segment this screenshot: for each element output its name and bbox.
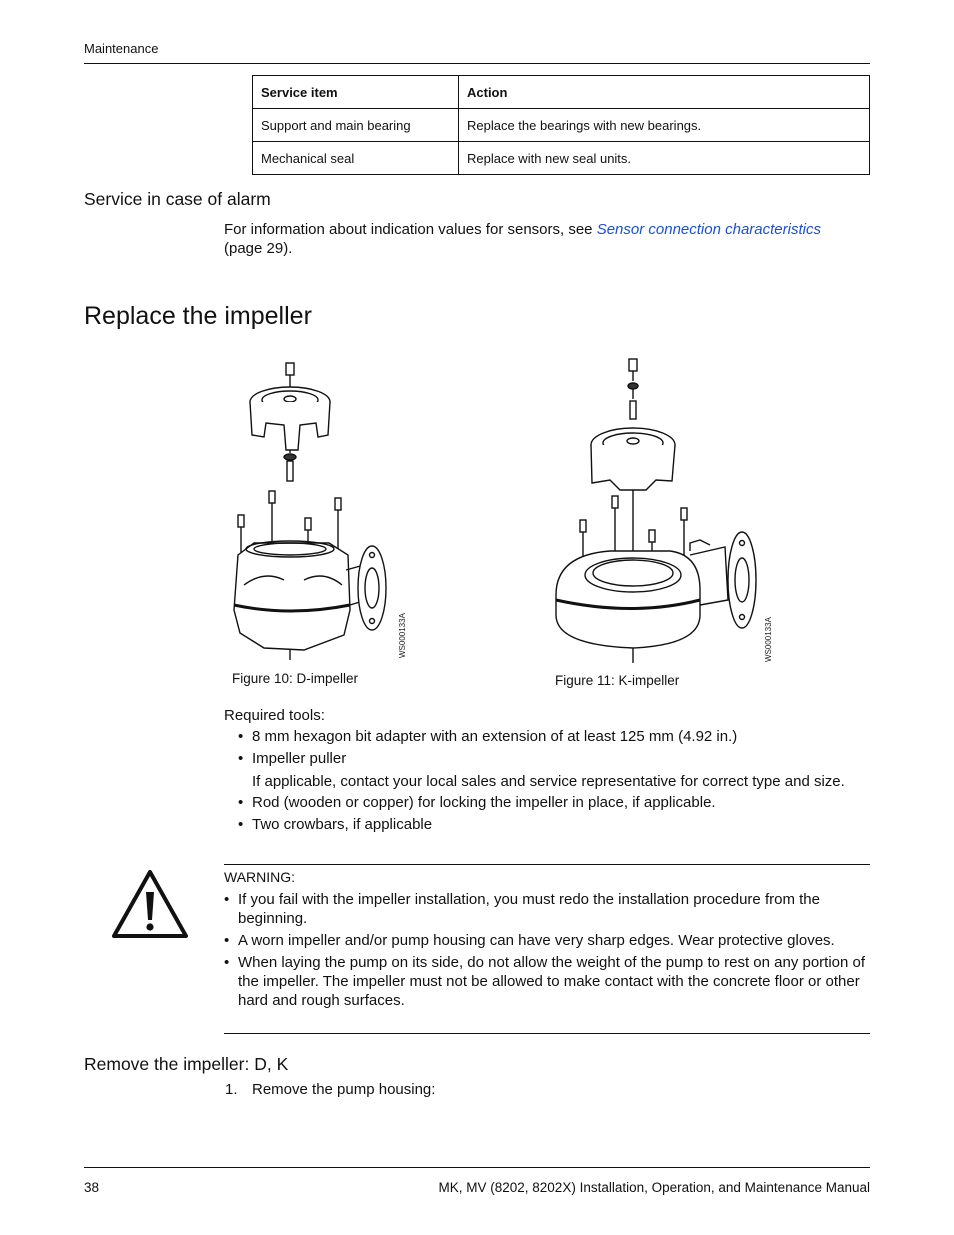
alarm-page-ref: (page 29). <box>224 240 293 257</box>
figure11-code: WS000133A <box>764 617 773 662</box>
tools-list <box>238 727 870 834</box>
alarm-text: For information about indication values for sensors, see <box>224 221 597 238</box>
service-table <box>252 75 870 175</box>
d-impeller-figure <box>224 355 414 665</box>
list-item: • 8 mm hexagon bit adapter with an extension of at least 125 mm (4.92 in.) <box>238 727 870 746</box>
alarm-paragraph <box>224 220 870 258</box>
warning-triangle-icon <box>110 868 190 940</box>
tools-intro: Required tools: <box>224 707 325 724</box>
manual-title: MK, MV (8202, 8202X) Installation, Operation, and Maintenance Manual <box>438 1180 870 1195</box>
table-header-action: Action <box>459 76 870 109</box>
warning-top-rule <box>224 864 870 865</box>
table-cell-action: Replace with new seal units. <box>459 142 870 175</box>
step-number: 1. <box>225 1081 238 1098</box>
warning-list <box>224 890 870 1010</box>
figure10-caption: Figure 10: D-impeller <box>232 671 359 686</box>
k-impeller-figure <box>550 355 780 670</box>
running-header: Maintenance <box>84 41 159 56</box>
list-item: • When laying the pump on its side, do not allow the weight of the pump to rest on any portion of the impeller. The impeller must not be allowed to make contact with the concrete floor or other hard and rough surfaces. <box>224 953 870 1010</box>
warning-title: WARNING: <box>224 869 296 885</box>
list-item: • Impeller puller <box>238 749 870 768</box>
footer-rule <box>84 1167 870 1168</box>
step-text: Remove the pump housing: <box>252 1081 436 1098</box>
list-item: • If you fail with the impeller installation, you must redo the installation procedure from the beginning. <box>224 890 870 928</box>
section-title: Replace the impeller <box>84 302 312 330</box>
sensor-characteristics-link[interactable]: Sensor connection characteristics <box>596 221 821 238</box>
puller-note: If applicable, contact your local sales and service representative for correct type and size. <box>252 773 845 790</box>
table-row <box>253 109 870 142</box>
figure11-caption: Figure 11: K-impeller <box>555 673 680 688</box>
figure10-code: WS000133A <box>398 613 407 658</box>
table-row <box>253 142 870 175</box>
table-header-service-item: Service item <box>253 76 459 109</box>
header-rule <box>84 63 870 64</box>
list-item: • Two crowbars, if applicable <box>238 815 870 834</box>
table-header-row <box>253 76 870 109</box>
remove-heading: Remove the impeller: D, K <box>84 1054 289 1074</box>
table-cell-item: Support and main bearing <box>253 109 459 142</box>
list-item: • Rod (wooden or copper) for locking the impeller in place, if applicable. <box>238 793 870 812</box>
table-cell-action: Replace the bearings with new bearings. <box>459 109 870 142</box>
warning-bottom-rule <box>224 1033 870 1034</box>
page-number: 38 <box>84 1180 100 1195</box>
list-item: • A worn impeller and/or pump housing can have very sharp edges. Wear protective gloves. <box>224 931 870 950</box>
alarm-heading: Service in case of alarm <box>84 189 271 209</box>
table-cell-item: Mechanical seal <box>253 142 459 175</box>
